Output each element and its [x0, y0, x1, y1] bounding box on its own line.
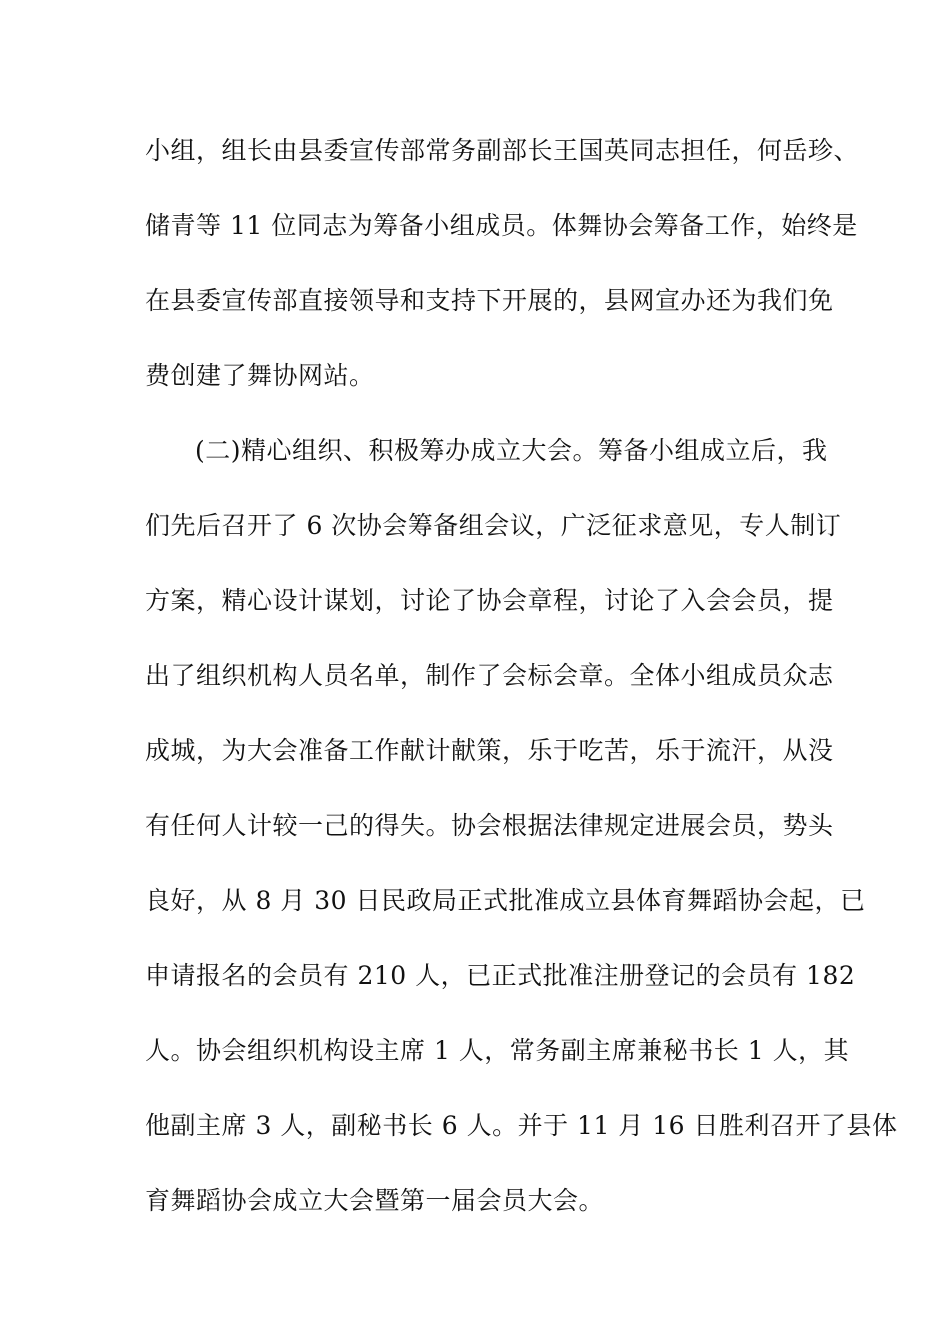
text-line: 育舞蹈协会成立大会暨第一届会员大会。	[145, 1186, 605, 1215]
text-line: 他副主席 3 人，副秘书长 6 人。并于 11 月 16 日胜利召开了县体	[145, 1111, 898, 1140]
text-line: 小组，组长由县委宣传部常务副部长王国英同志担任，何岳珍、	[145, 136, 860, 165]
text-line: 申请报名的会员有 210 人，已正式批准注册登记的会员有 182	[145, 961, 856, 990]
text-line: 费创建了舞协网站。	[145, 361, 375, 390]
text-line: 储青等 11 位同志为筹备小组成员。体舞协会筹备工作，始终是	[145, 211, 858, 240]
text-line: 人。协会组织机构设主席 1 人，常务副主席兼秘书长 1 人，其	[145, 1036, 850, 1065]
text-line: 方案，精心设计谋划，讨论了协会章程，讨论了入会会员，提	[145, 586, 834, 615]
text-line: 在县委宣传部直接领导和支持下开展的，县网宣办还为我们免	[145, 286, 834, 315]
text-line: 良好，从 8 月 30 日民政局正式批准成立县体育舞蹈协会起，已	[145, 886, 866, 915]
text-line: 成城，为大会准备工作献计献策，乐于吃苦，乐于流汗，从没	[145, 736, 834, 765]
text-line: 出了组织机构人员名单，制作了会标会章。全体小组成员众志	[145, 661, 834, 690]
text-line: 们先后召开了 6 次协会筹备组会议，广泛征求意见，专人制订	[145, 511, 842, 540]
text-line: (二)精心组织、积极筹办成立大会。筹备小组成立后，我	[195, 436, 828, 465]
text-line: 有任何人计较一己的得失。协会根据法律规定进展会员，势头	[145, 811, 834, 840]
